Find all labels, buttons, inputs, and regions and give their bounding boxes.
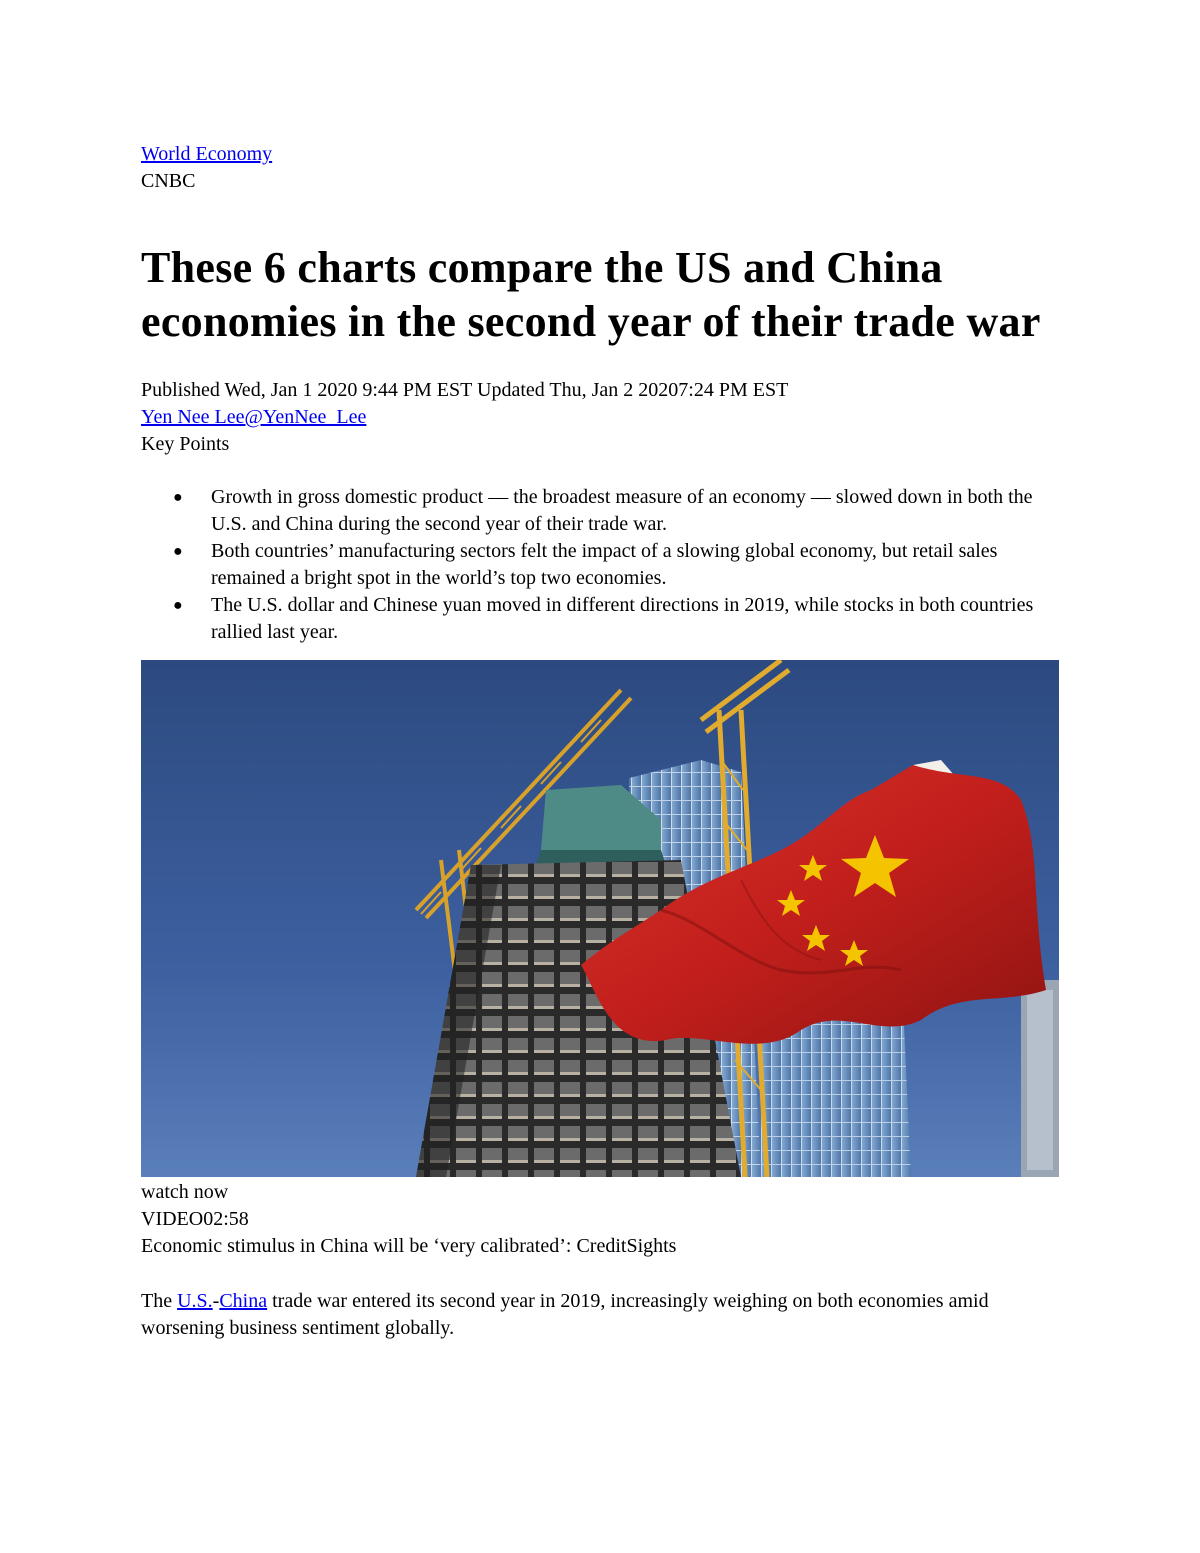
watch-now-label[interactable]: watch now [141,1181,229,1203]
video-caption: Economic stimulus in China will be ‘very calibrated’: CreditSights [141,1235,677,1257]
bullet-icon: ● [173,597,183,614]
author-link[interactable]: Yen Nee Lee@YenNee_Lee [141,406,367,428]
key-point-text: Growth in gross domestic product — the broadest measure of an economy — slowed down in both the U.S. and China during the second year of their trade war. [211,486,1033,535]
list-item [141,484,1059,538]
list-item [141,538,1059,592]
us-link[interactable]: U.S. [177,1290,213,1312]
china-flag-construction-photo [141,660,1059,1177]
hero-image[interactable] [141,660,1059,1177]
article-page [141,141,1059,1362]
bullet-icon: ● [173,543,183,560]
publish-date: Published Wed, Jan 1 2020 9:44 PM EST Updated Thu, Jan 2 20207:24 PM EST [141,379,789,401]
key-point-text: The U.S. dollar and Chinese yuan moved in different directions in 2019, while stocks in both countries rallied last year. [211,594,1034,643]
video-duration-label: VIDEO02:58 [141,1208,249,1230]
key-points-list [141,484,1059,646]
china-link[interactable]: China [219,1290,268,1312]
source-label: CNBC [141,170,196,192]
body-paragraph: The U.S.-China trade war entered its second year in 2019, increasingly weighing on both economies amid worsening business sentiment globally. [141,1290,989,1339]
category-link[interactable]: World Economy [141,143,273,165]
key-point-text: Both countries’ manufacturing sectors felt the impact of a slowing global economy, but retail sales remained a bright spot in the world’s top two economies. [211,540,998,589]
article-title: These 6 charts compare the US and China economies in the second year of their trade war [141,243,1041,346]
list-item [141,592,1059,646]
key-points-heading: Key Points [141,433,230,455]
bullet-icon: ● [173,489,183,506]
